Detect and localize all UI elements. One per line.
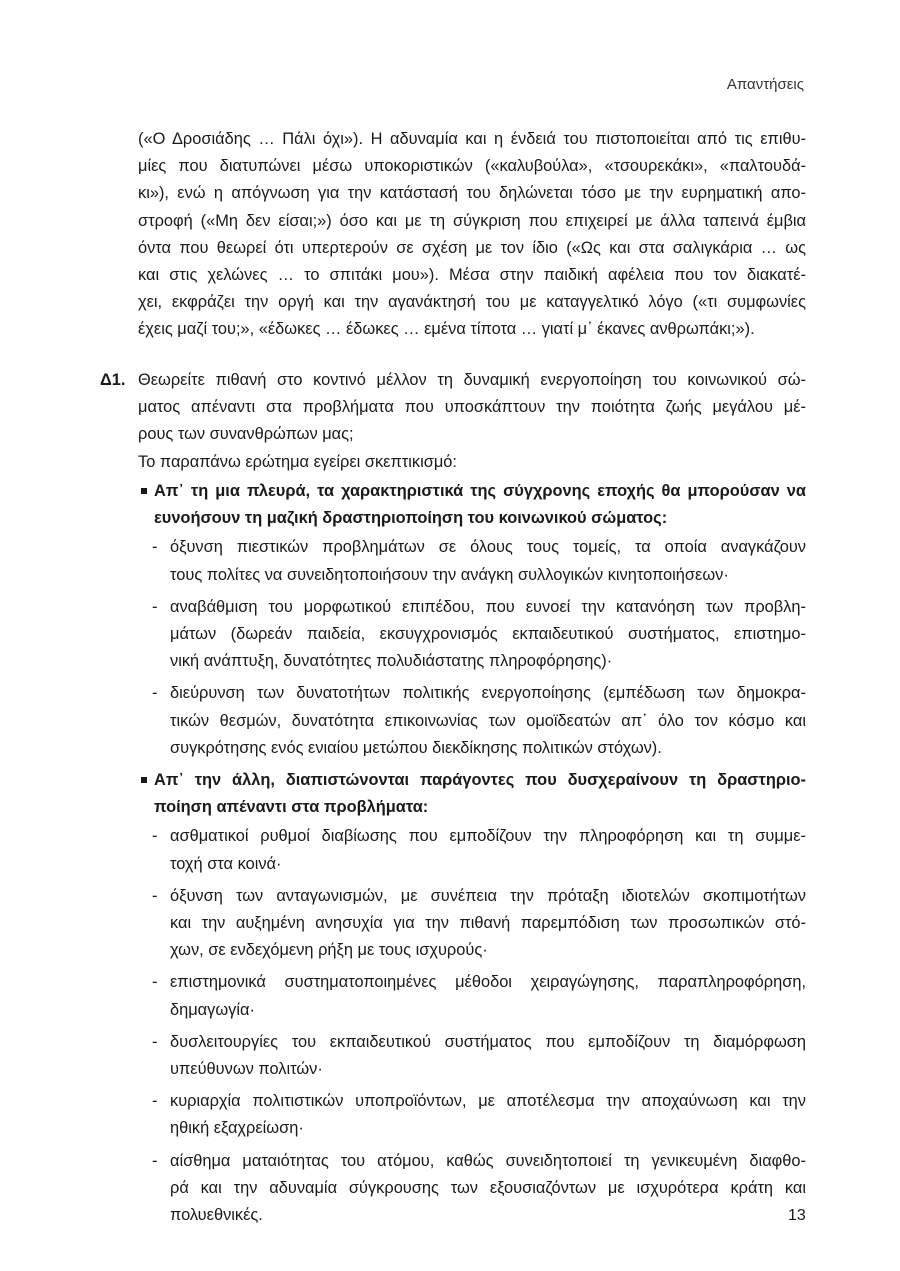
dash-marker: - xyxy=(152,684,158,703)
list-item-line: χων, σε ενδεχόμενη ρήξη με τους ισχυρούς· xyxy=(170,941,488,960)
question-label: Δ1. xyxy=(100,371,126,389)
group-heading-line: ευνοήσουν τη μαζική δραστηριοποίηση του κοινωνικού σώματος: xyxy=(154,509,668,528)
intro-line: στροφή («Μη δεν είσαι;») όσο και με τη σύγκριση που επιχειρεί με άλλα ταπεινά έμβια xyxy=(138,211,806,230)
running-header: Απαντήσεις xyxy=(726,76,804,93)
list-item-line: υπεύθυνων πολιτών· xyxy=(170,1060,323,1078)
intro-line: όντα που θεωρεί ότι υπερτερούν σε σχέση με τον ίδιο («Ως και στα σαλιγκάρια … ως xyxy=(138,238,806,257)
dash-marker: - xyxy=(152,886,158,905)
dash-marker: - xyxy=(152,1032,158,1051)
intro-line: μίες που διατυπώνει μέσω υποκοριστικών («καλυβούλα», «τσουρεκάκι», «παλτουδά- xyxy=(138,157,806,176)
list-item-line: ρά και την αδυναμία σύγκρουσης των εξουσιαζόντων με ισχυρότερα κράτη και xyxy=(170,1178,806,1197)
intro-line: έχεις μαζί του;», «έδωκες … έδωκες … εμένα τίποτα … γιατί μ᾽ έκανες ανθρωπάκι;»). xyxy=(138,320,755,339)
group-heading-line: Απ᾽ τη μια πλευρά, τα χαρακτηριστικά της σύγχρονης εποχής θα μπορούσαν να xyxy=(154,482,806,500)
list-item-line: τοχή στα κοινά· xyxy=(170,854,282,873)
list-item-line: νική ανάπτυξη, δυνατότητες πολυδιάστατης πληροφόρησης)· xyxy=(170,652,613,671)
page-number: 13 xyxy=(788,1207,806,1224)
dash-marker: - xyxy=(152,538,158,557)
group-heading-line: Απ᾽ την άλλη, διαπιστώνονται παράγοντες που δυσχεραίνουν τη δραστηριο- xyxy=(154,771,806,789)
list-item-line: συγκρότησης ενός ενιαίου μετώπου διεκδίκησης πολιτικών στόχων). xyxy=(170,738,662,757)
list-item-line: αίσθημα ματαιότητας του ατόμου, καθώς συνειδητοποιεί τη γενικευμένη διαφθο- xyxy=(170,1151,806,1170)
intro-line: και στις χελώνες … το σπιτάκι μου»). Μέσα στην παιδική αφέλεια που τον διακατέ- xyxy=(138,266,806,284)
answer-intro: Το παραπάνω ερώτημα εγείρει σκεπτικισμό: xyxy=(138,453,457,471)
list-item-line: και την αυξημένη ανησυχία για την πιθανή παρεμπόδιση των προσωπικών στό- xyxy=(170,914,806,932)
list-item-line: δυσλειτουργίες του εκπαιδευτικού συστήματος που εμποδίζουν τη διαμόρφωση xyxy=(170,1032,806,1051)
list-item-line: όξυνση των ανταγωνισμών, με συνέπεια την πρόταξη ιδιοτελών σκοπιμοτήτων xyxy=(170,886,806,905)
list-item-line: κυριαρχία πολιτιστικών υποπροϊόντων, με αποτέλεσμα την αποχαύνωση και την xyxy=(170,1092,806,1111)
intro-line: κι»), ενώ η απόγνωση για την κατάστασή του δηλώνεται τόσο με την ευρηματική απο- xyxy=(138,184,806,203)
dash-marker: - xyxy=(152,1092,158,1111)
bullet-marker xyxy=(141,777,147,783)
list-item-line: μάτων (δωρεάν παιδεία, εκσυγχρονισμός εκπαιδευτικού συστήματος, επιστημο- xyxy=(170,625,806,643)
dash-marker: - xyxy=(152,973,158,992)
list-item-line: επιστημονικά συστηματοποιημένες μέθοδοι χειραγώγησης, παραπληροφόρηση, xyxy=(170,973,806,992)
dash-marker: - xyxy=(152,827,158,846)
question-line: ρους των συνανθρώπων μας; xyxy=(138,425,354,444)
dash-marker: - xyxy=(152,1151,158,1170)
list-item-line: πολυεθνικές. xyxy=(170,1206,263,1224)
group-heading-line: ποίηση απέναντι στα προβλήματα: xyxy=(154,798,429,817)
list-item-line: δημαγωγία· xyxy=(170,1000,255,1019)
question-line: Θεωρείτε πιθανή στο κοντινό μέλλον τη δυναμική ενεργοποίηση του κοινωνικού σώ- xyxy=(138,371,806,389)
list-item-line: τους πολίτες να συνειδητοποιήσουν την ανάγκη συλλογικών κινητοποιήσεων· xyxy=(170,565,729,584)
list-item-line: όξυνση πιεστικών προβλημάτων σε όλους τους τομείς, τα οποία αναγκάζουν xyxy=(170,538,806,557)
bullet-marker xyxy=(141,488,147,494)
list-item-line: αναβάθμιση του μορφωτικού επιπέδου, που ευνοεί την κατανόηση των προβλη- xyxy=(170,597,806,616)
list-item-line: ασθματικοί ρυθμοί διαβίωσης που εμποδίζουν την πληροφόρηση και τη συμμε- xyxy=(170,827,806,846)
intro-line: («Ο Δροσιάδης … Πάλι όχι»). Η αδυναμία και η ένδειά του πιστοποιείται από τις επιθυ- xyxy=(138,130,806,148)
dash-marker: - xyxy=(152,597,158,616)
list-item-line: διεύρυνση των δυνατοτήτων πολιτικής ενεργοποίησης (εμπέδωση των δημοκρα- xyxy=(170,684,806,703)
question-line: ματος απέναντι στα προβλήματα που υποσκάπτουν την ποιότητα ζωής μεγάλου μέ- xyxy=(138,398,806,417)
intro-line: χει, εκφράζει την οργή και την αγανάκτησή του με καταγγελτικό λόγο («τι συμφωνίες xyxy=(138,293,806,312)
list-item-line: τικών θεσμών, δυνατότητα επικοινωνίας των ομοϊδεατών απ᾽ όλο τον κόσμο και xyxy=(170,711,806,730)
list-item-line: ηθική εξαχρείωση· xyxy=(170,1119,304,1138)
